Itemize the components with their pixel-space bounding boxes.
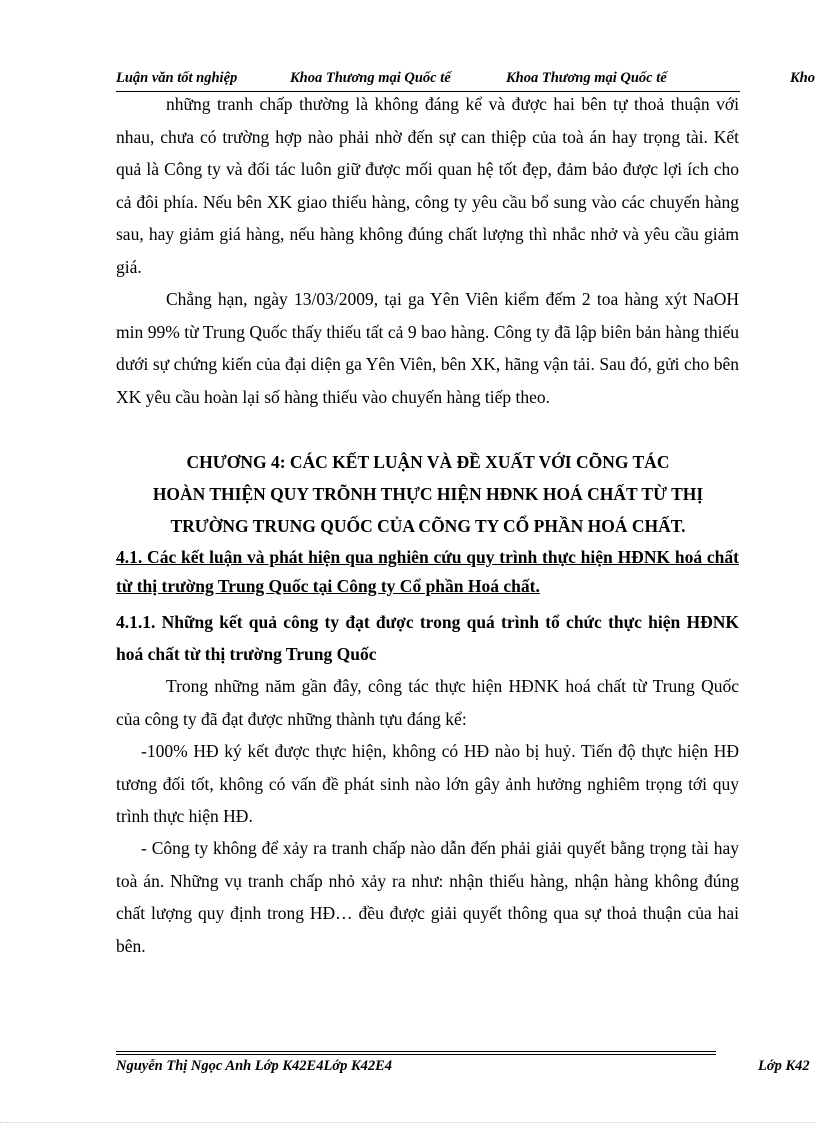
paragraph-example: Chẳng hạn, ngày 13/03/2009, tại ga Yên Viên kiểm đếm 2 toa hàng xýt NaOH min 99% từ Trung Quốc thấy thiếu tất cả 9 bao hàng. Công ty đã lập biên bản hàng thiếu dưới sự chứng kiến của đại diện ga Yên Viên, bên XK, hãng vận tải. Sau đó, gửi cho bên XK yêu cầu hoàn lại số hàng thiếu vào chuyến hàng tiếp theo.	[116, 289, 739, 407]
chapter-title-line-1: CHƯƠNG 4: CÁC KẾT LUẬN VÀ ĐỀ XUẤT VỚI CÕNG TÁC	[186, 452, 670, 472]
footer-class-clipped: Lớp K42	[758, 1058, 810, 1074]
subsection-heading-4-1-1: 4.1.1. Những kết quả công ty đạt được trong quá trình tổ chức thực hiện HĐNK hoá chất từ thị trường Trung Quốc	[116, 612, 739, 664]
footer-divider-top	[116, 1051, 716, 1052]
page-footer	[116, 1058, 816, 1080]
header-faculty-label-repeat: Khoa Thương mại Quốc tế	[506, 70, 667, 86]
header-thesis-label: Luận văn tốt nghiệp	[116, 70, 238, 86]
paragraph-achievements-intro: Trong những năm gần đây, công tác thực hiện HĐNK hoá chất từ Trung Quốc của công ty đã đạt được những thành tựu đáng kể:	[116, 676, 739, 729]
chapter-title-line-2: HOÀN THIỆN QUY TRÕNH THỰC HIỆN HĐNK HOÁ CHẤT TỪ THỊ	[152, 484, 704, 504]
paragraph-disputes: những tranh chấp thường là không đáng kể và được hai bên tự thoả thuận với nhau, chưa có trường hợp nào phải nhờ đến sự can thiệp của toà án hay trọng tài. Kết quả là Công ty và đối tác luôn giữ được mối quan hệ tốt đẹp, đảm bảo được lợi ích cho cả đôi phía. Nếu bên XK giao thiếu hàng, công ty yêu cầu bổ sung vào các chuyến hàng sau, hay giảm giá hàng, nếu hàng không đúng chất lượng thì nhắc nhở và yêu cầu giảm giá.	[116, 94, 739, 277]
bullet-no-disputes: - Công ty không để xảy ra tranh chấp nào dẫn đến phải giải quyết bằng trọng tài hay toà án. Những vụ tranh chấp nhỏ xảy ra như: nhận thiếu hàng, nhận hàng không đúng chất lượng quy định trong HĐ… đều được giải quyết thông qua sự thoả thuận của hai bên.	[116, 838, 739, 956]
header-faculty-label-clipped: Kho	[790, 70, 815, 86]
chapter-title-line-3: TRƯỜNG TRUNG QUỐC CỦA CÕNG TY CỔ PHẦN HOÁ CHẤT.	[170, 516, 686, 536]
footer-divider-bottom	[116, 1054, 716, 1055]
section-heading-4-1: 4.1. Các kết luận và phát hiện qua nghiên cứu quy trình thực hiện HĐNK hoá chất từ thị trường Trung Quốc tại Công ty Cổ phần Hoá chất.	[116, 547, 739, 596]
bullet-contracts-executed: -100% HĐ ký kết được thực hiện, không có HĐ nào bị huỷ. Tiến độ thực hiện HĐ tương đối tốt, không có vấn đề phát sinh nào lớn gây ảnh hưởng nghiêm trọng tới quy trình thực hiện HĐ.	[116, 741, 739, 826]
header-faculty-label: Khoa Thương mại Quốc tế	[290, 70, 451, 86]
footer-author: Nguyễn Thị Ngọc Anh Lớp K42E4Lớp K42E4	[116, 1058, 393, 1074]
